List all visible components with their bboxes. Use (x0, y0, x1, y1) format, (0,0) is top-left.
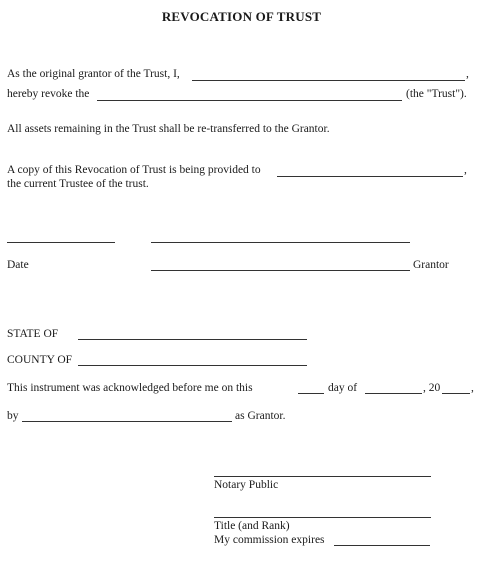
by-label: by (7, 410, 19, 422)
state-field[interactable] (78, 339, 307, 340)
revoke-suffix: (the "Trust"). (406, 88, 467, 100)
ack-month-field[interactable] (365, 393, 422, 394)
assets-sentence: All assets remaining in the Trust shall be re-transferred to the Grantor. (7, 123, 330, 135)
grantor-name-field[interactable] (192, 80, 465, 81)
notary-label: Notary Public (214, 479, 279, 491)
ack-suffix: , (471, 382, 474, 394)
state-label: STATE OF (7, 328, 59, 340)
ack-day-field[interactable] (298, 393, 324, 394)
as-grantor-label: as Grantor. (235, 410, 286, 422)
revoke-prefix: hereby revoke the (7, 88, 90, 100)
grantor-line-prefix: As the original grantor of the Trust, I, (7, 68, 180, 80)
date-field-blank[interactable] (7, 242, 115, 243)
copy-prefix: A copy of this Revocation of Trust is being provided to (7, 164, 261, 176)
document-title: REVOCATION OF TRUST (161, 9, 322, 24)
notary-signature-field[interactable] (214, 476, 431, 477)
trust-name-field[interactable] (97, 100, 402, 101)
grantor-signature-field[interactable] (151, 270, 410, 271)
date-label: Date (7, 259, 29, 271)
ack-prefix: This instrument was acknowledged before me on this (7, 382, 253, 394)
ack-day-label: day of (328, 382, 358, 394)
trustee-line: the current Trustee of the trust. (7, 178, 149, 190)
title-rank-label: Title (and Rank) (214, 520, 290, 532)
county-label: COUNTY OF (7, 354, 73, 366)
county-field[interactable] (78, 365, 307, 366)
ack-year-field[interactable] (442, 393, 470, 394)
commission-label: My commission expires (214, 534, 325, 546)
grantor-line-suffix: , (466, 68, 469, 80)
copy-suffix: , (464, 164, 467, 176)
grantor-label: Grantor (413, 259, 449, 271)
ack-year-prefix: , 20 (423, 382, 441, 394)
trustee-name-field[interactable] (277, 176, 463, 177)
commission-expiry-field[interactable] (334, 545, 430, 546)
title-rank-field[interactable] (214, 517, 431, 518)
by-name-field[interactable] (22, 421, 232, 422)
signature-field-blank[interactable] (151, 242, 410, 243)
